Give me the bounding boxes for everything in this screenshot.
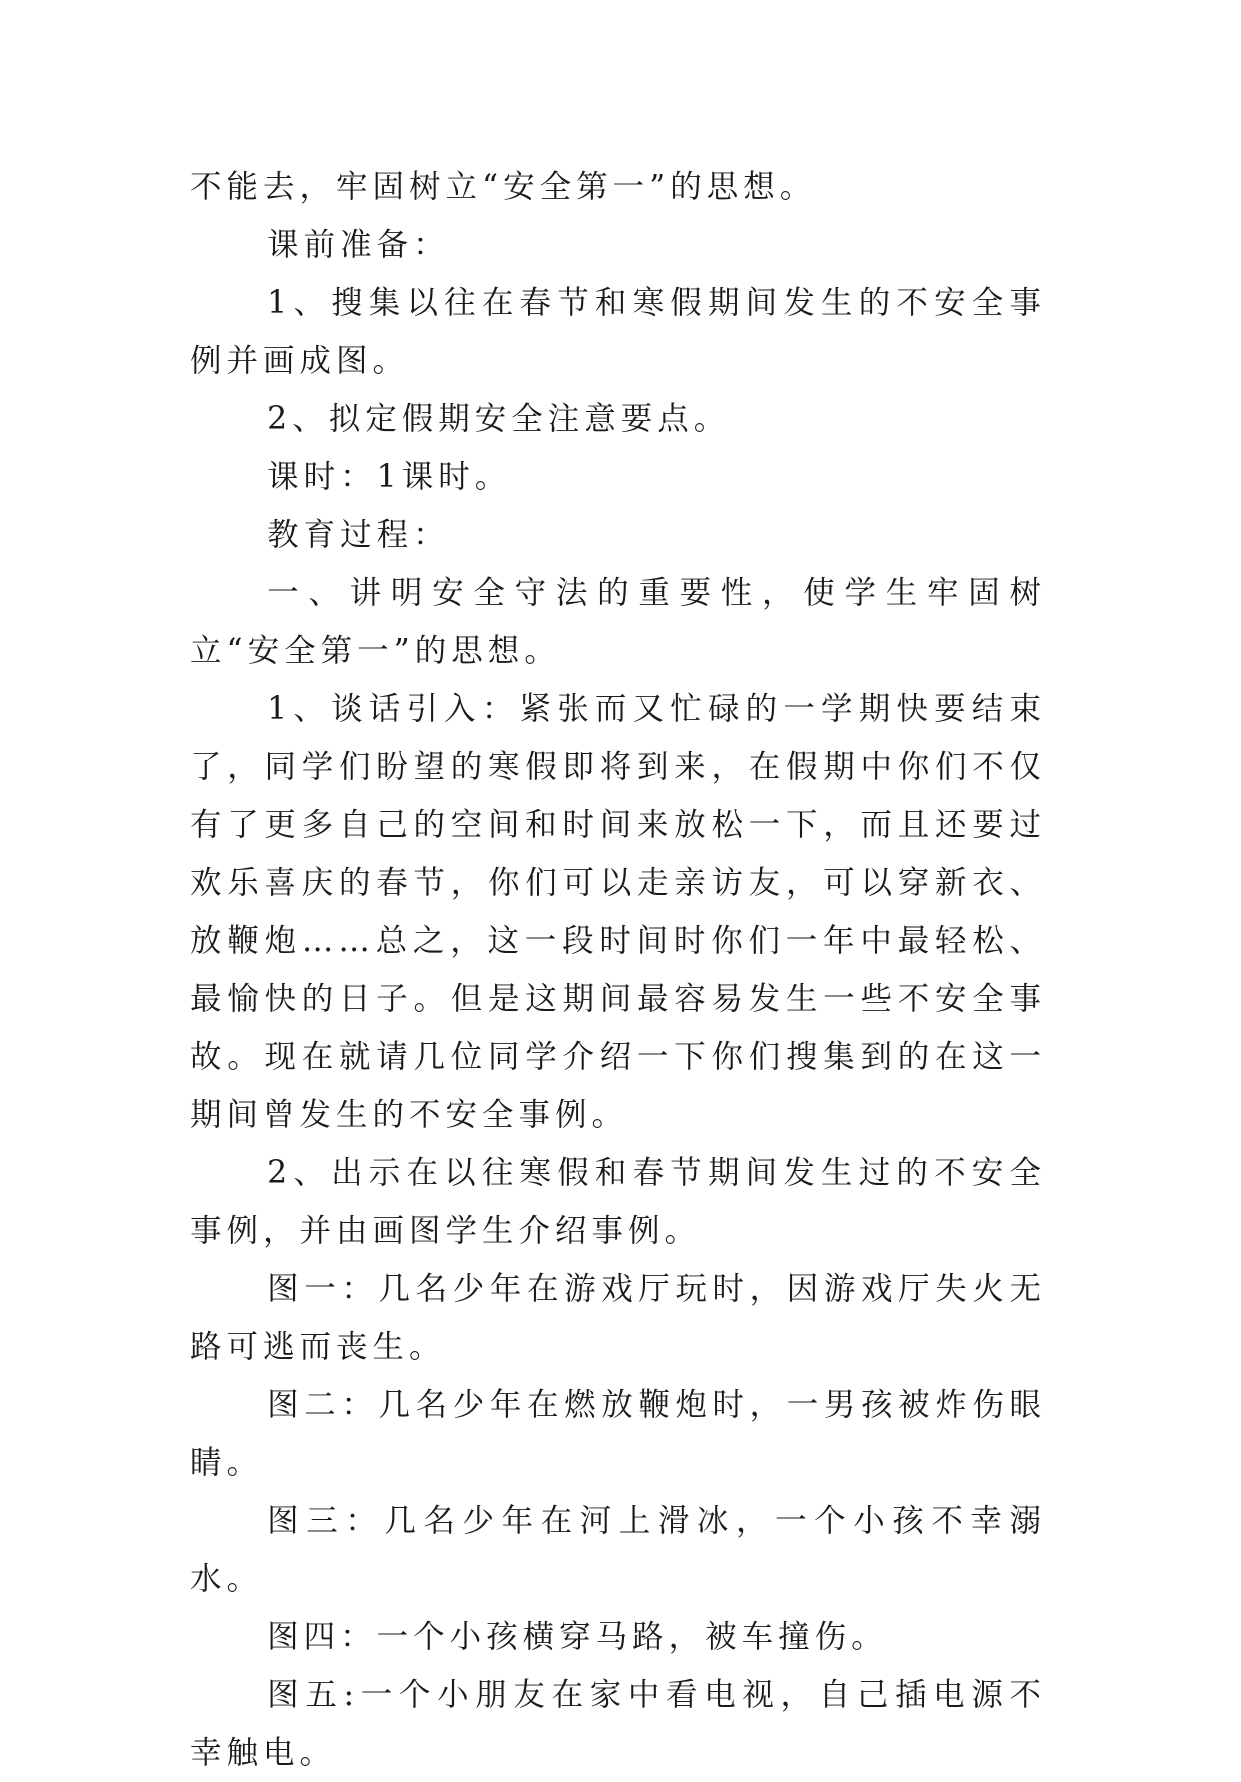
paragraph: 图五:一个小朋友在家中看电视，自己插电源不幸触电。 [190, 1677, 1046, 1771]
paragraph: 图三：几名少年在河上滑冰，一个小孩不幸溺水。 [190, 1503, 1046, 1597]
paragraph: 一、讲明安全守法的重要性，使学生牢固树立“安全第一”的思想。 [190, 575, 1046, 669]
paragraph: 1、谈话引入：紧张而又忙碌的一学期快要结束了，同学们盼望的寒假即将到来，在假期中你们不仅有了更多自己的空间和时间来放松一下，而且还要过欢乐喜庆的春节，你们可以走亲访友，可以穿新衣、放鞭炮……总之，这一段时间时你们一年中最轻松、最愉快的日子。但是这期间最容易发生一些不安全事故。现在就请几位同学介绍一下你们搜集到的在这一期间曾发生的不安全事例。 [190, 691, 1046, 1133]
paragraph: 2、出示在以往寒假和春节期间发生过的不安全事例，并由画图学生介绍事例。 [190, 1155, 1046, 1249]
paragraph: 课前准备： [267, 227, 450, 263]
paragraph: 图二：几名少年在燃放鞭炮时，一男孩被炸伤眼睛。 [190, 1387, 1046, 1481]
paragraph: 教育过程： [267, 517, 450, 553]
paragraph: 图一：几名少年在游戏厅玩时，因游戏厅失火无路可逃而丧生。 [190, 1271, 1046, 1365]
document-body [190, 158, 1046, 1782]
paragraph: 课时：1课时。 [267, 459, 512, 495]
paragraph: 1、搜集以往在春节和寒假期间发生的不安全事例并画成图。 [190, 285, 1046, 379]
paragraph: 图四：一个小孩横穿马路，被车撞伤。 [267, 1619, 888, 1655]
paragraph: 不能去，牢固树立“安全第一”的思想。 [190, 169, 817, 205]
paragraph: 2、拟定假期安全注意要点。 [267, 401, 731, 437]
